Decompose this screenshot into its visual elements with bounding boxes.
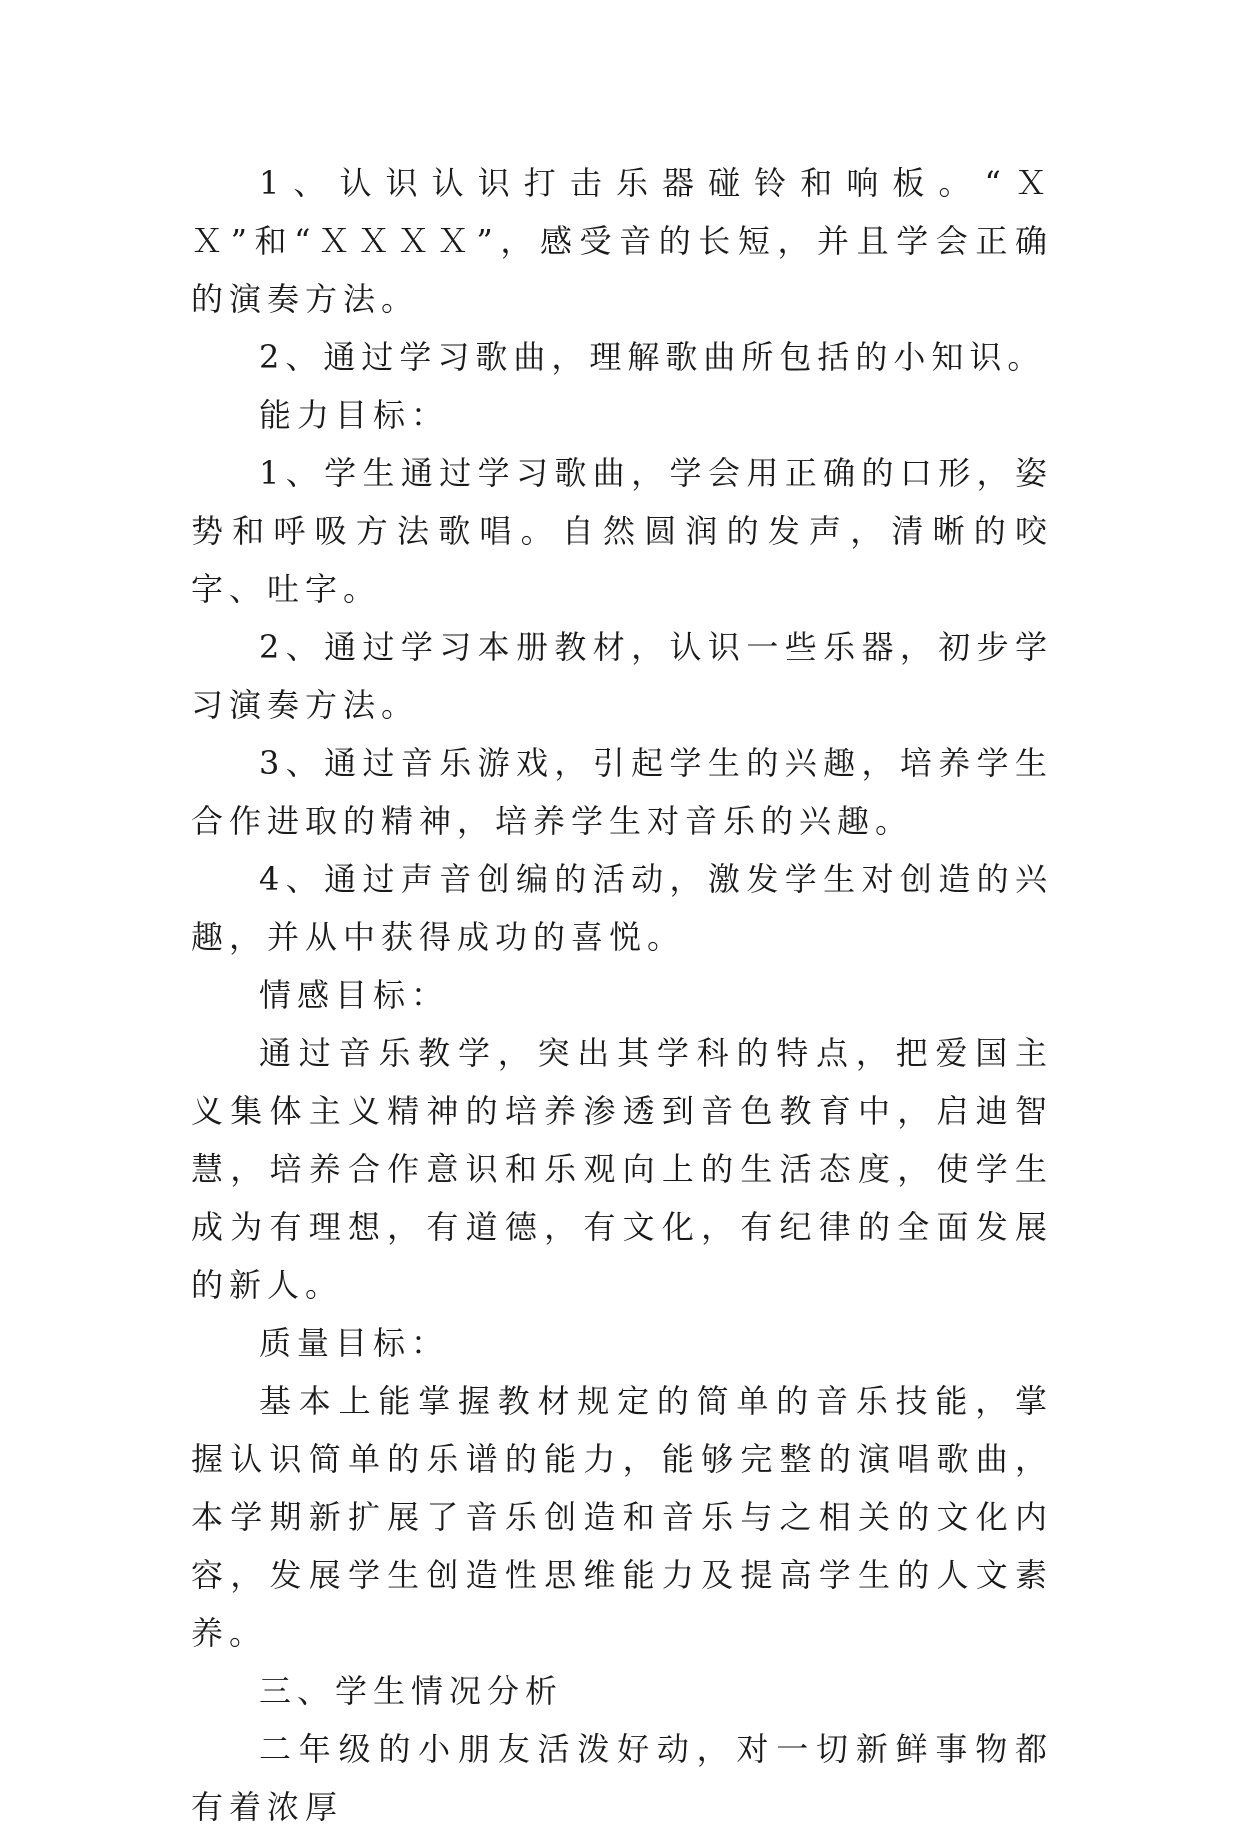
heading-ability-goals: 能力目标：	[259, 396, 450, 434]
document-body	[191, 154, 1053, 1836]
paragraph-ability-goal-1: 1、学生通过学习歌曲，学会用正确的口形，姿势和呼吸方法歌唱。自然圆润的发声，清晰的咬字、吐字。	[191, 454, 1053, 608]
paragraph-ability-goal-2: 2、通过学习本册教材，认识一些乐器，初步学习演奏方法。	[191, 628, 1053, 724]
paragraph-emotional-goals: 通过音乐教学，突出其学科的特点，把爱国主义集体主义精神的培养渗透到音色教育中，启迪智慧，培养合作意识和乐观向上的生活态度，使学生成为有理想，有道德，有文化，有纪律的全面发展的新人。	[191, 1034, 1053, 1304]
paragraph-quality-goals: 基本上能掌握教材规定的简单的音乐技能，掌握认识简单的乐谱的能力，能够完整的演唱歌曲，本学期新扩展了音乐创造和音乐与之相关的文化内容，发展学生创造性思维能力及提高学生的人文素养。	[191, 1382, 1053, 1652]
heading-quality-goals: 质量目标：	[259, 1324, 450, 1362]
heading-student-analysis: 三、学生情况分析	[259, 1672, 564, 1710]
heading-emotional-goals: 情感目标：	[259, 976, 450, 1014]
paragraph-knowledge-goal-2: 2、通过学习歌曲，理解歌曲所包括的小知识。	[259, 338, 1046, 376]
paragraph-knowledge-goal-1: 1、认识认识打击乐器碰铃和响板。“ＸＸ”和“ＸＸＸＸ”，感受音的长短，并且学会正确的演奏方法。	[191, 164, 1053, 318]
paragraph-ability-goal-3: 3、通过音乐游戏，引起学生的兴趣，培养学生合作进取的精神，培养学生对音乐的兴趣。	[191, 744, 1053, 840]
paragraph-ability-goal-4: 4、通过声音创编的活动，激发学生对创造的兴趣，并从中获得成功的喜悦。	[191, 860, 1053, 956]
paragraph-student-analysis: 二年级的小朋友活泼好动，对一切新鲜事物都有着浓厚	[191, 1730, 1053, 1826]
